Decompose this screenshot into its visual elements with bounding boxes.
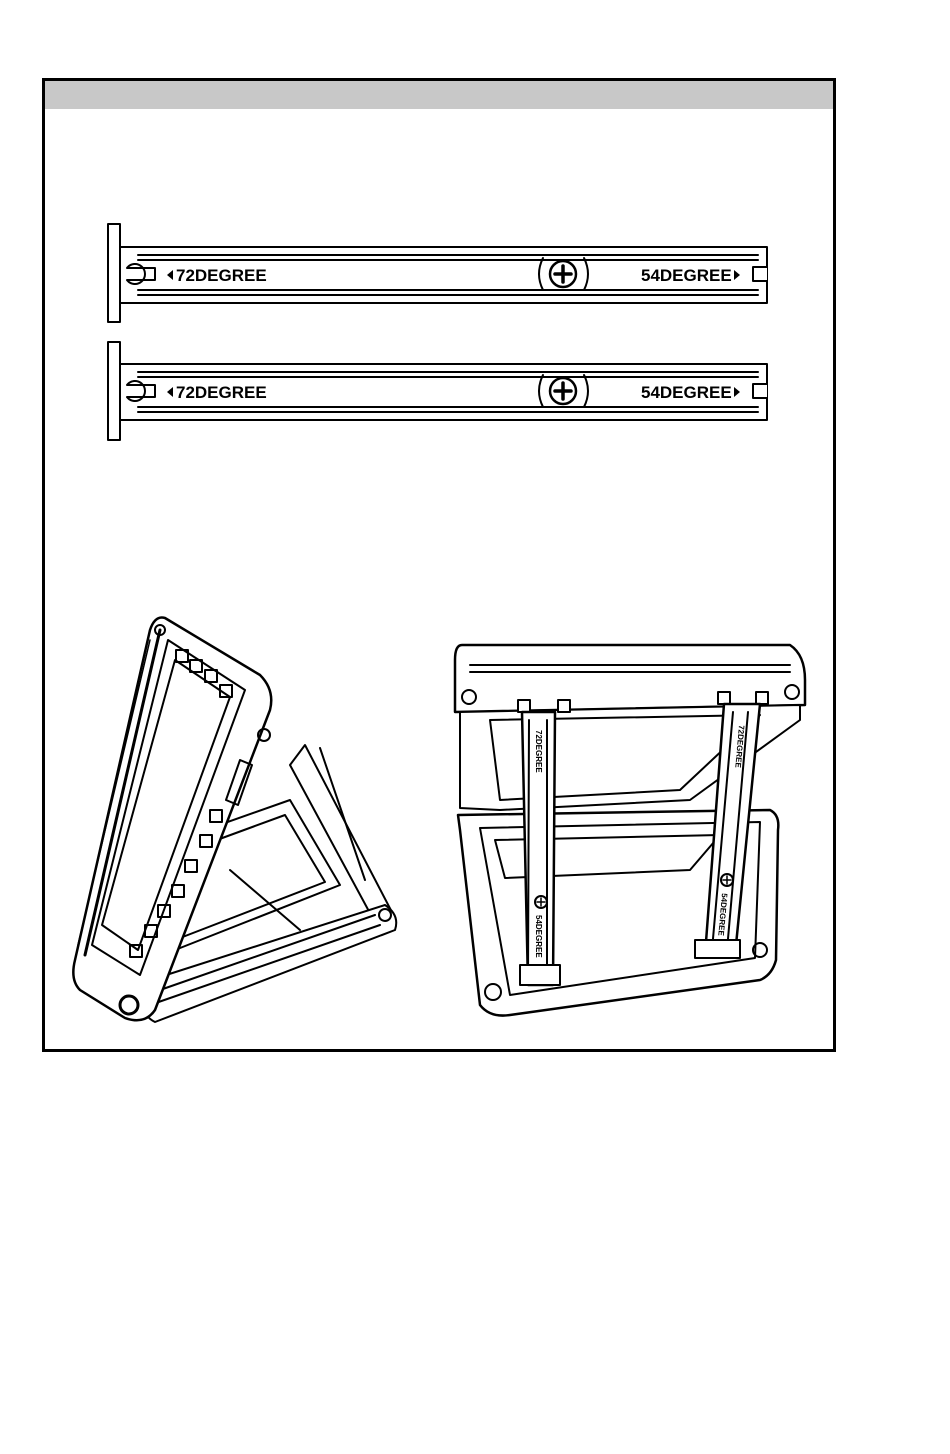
- bracket-top-left-label: 72DEGREE: [176, 266, 267, 285]
- right-arm-bottom-label: 54DEGREE: [716, 892, 729, 937]
- bracket-top-right-label: 54DEGREE: [641, 266, 732, 285]
- bracket-bottom-right-label: 54DEGREE: [641, 383, 732, 402]
- stand-rear-illustration: [455, 645, 805, 1016]
- right-arm-top-label: 72DEGREE: [733, 724, 746, 769]
- left-arm-bottom-label: 54DEGREE: [534, 915, 543, 958]
- left-arm-top-label: 72DEGREE: [534, 730, 543, 773]
- bracket-bottom-left-label: 72DEGREE: [176, 383, 267, 402]
- stand-front-illustration: [73, 618, 396, 1023]
